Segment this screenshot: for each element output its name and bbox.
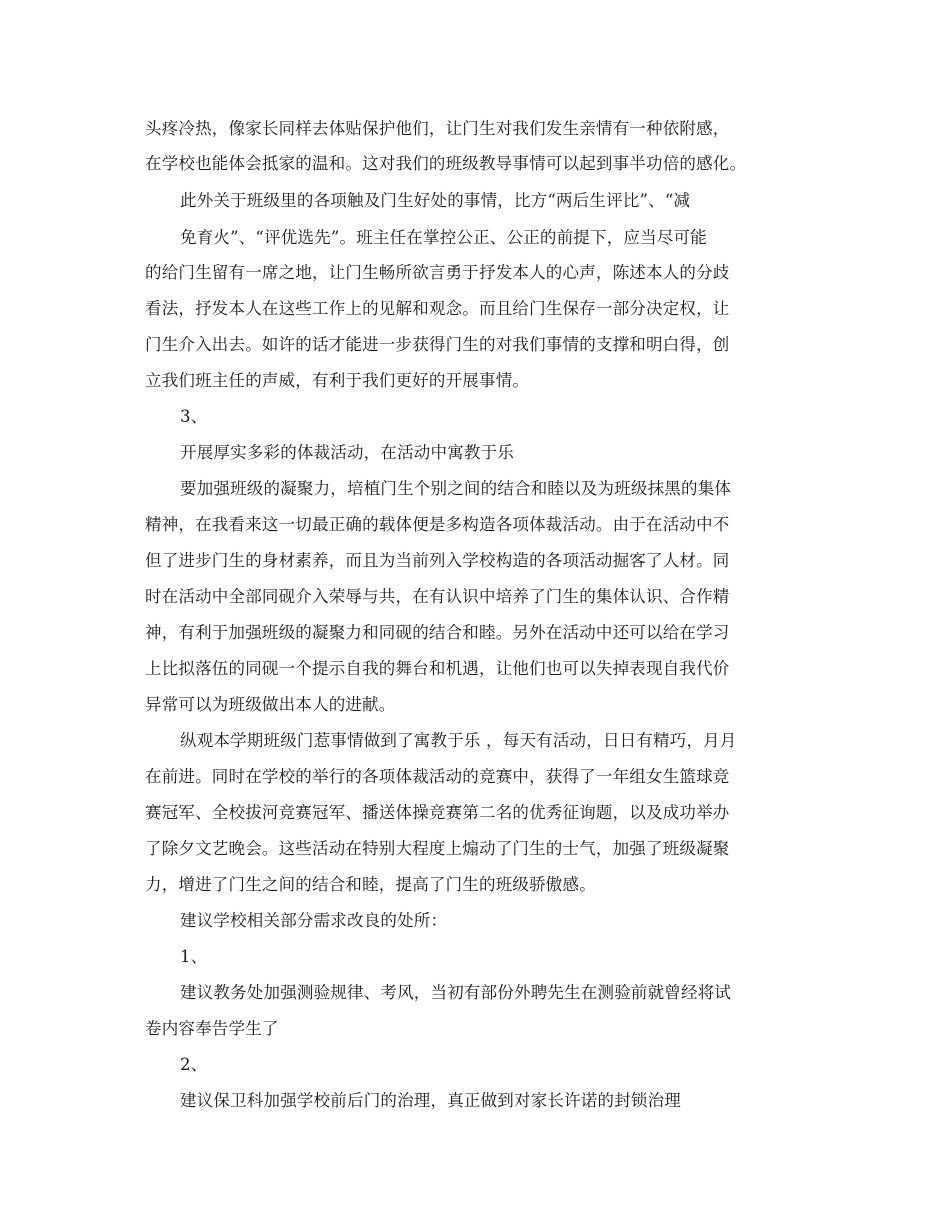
text-line: 时在活动中全部同砚介入荣辱与共，在有认识中培养了门生的集体认识、合作精 xyxy=(145,587,730,606)
text-line: 纵观本学期班级门惹事情做到了寓教于乐 ，每天有活动，日日有精巧，月月 xyxy=(180,731,737,750)
text-line: 的给门生留有一席之地，让门生畅所欲言勇于抒发本人的心声，陈述本人的分歧 xyxy=(145,263,730,282)
text-line: 3、 xyxy=(180,407,208,426)
text-line: 在学校也能体会抵家的温和。这对我们的班级教导事情可以起到事半功倍的感化。 xyxy=(145,154,747,173)
text-line: 看法，抒发本人在这些工作上的见解和观念。而且给门生保存一部分决定权，让 xyxy=(145,299,730,318)
text-line: 开展厚实多彩的体裁活动，在活动中寓教于乐 xyxy=(180,443,514,462)
text-line: 门生介入出去。如许的话才能进一步获得门生的对我们事情的支撑和明白得，创 xyxy=(145,335,730,354)
text-line: 精神，在我看来这一切最正确的载体便是多构造各项体裁活动。由于在活动中不 xyxy=(145,515,730,534)
text-line: 上比拟落伍的同砚一个提示自我的舞台和机遇，让他们也可以失掉表现自我代价 xyxy=(145,659,730,678)
text-line: 要加强班级的凝聚力，培植门生个别之间的结合和睦以及为班级抹黑的集体 xyxy=(180,479,732,498)
text-line: 卷内容奉告学生了 xyxy=(145,1019,279,1038)
text-line: 头疼冷热，像家长同样去体贴保护他们，让门生对我们发生亲情有一种依附感， xyxy=(145,119,730,138)
text-line: 立我们班主任的声威，有利于我们更好的开展事情。 xyxy=(145,371,530,390)
text-line: 但了进步门生的身材素养，而且为当前列入学校构造的各项活动掘客了人材。同 xyxy=(145,551,730,570)
text-line: 2、 xyxy=(180,1055,208,1074)
text-line: 在前进。同时在学校的举行的各项体裁活动的竞赛中，获得了一年组女生篮球竞 xyxy=(145,767,730,786)
text-line: 力，增进了门生之间的结合和睦，提高了门生的班级骄傲感。 xyxy=(145,875,596,894)
text-line: 神，有利于加强班级的凝聚力和同砚的结合和睦。另外在活动中还可以给在学习 xyxy=(145,623,730,642)
text-line: 赛冠军、全校拔河竞赛冠军、播送体操竞赛第二名的优秀征询题，以及成功举办 xyxy=(145,803,730,822)
text-line: 建议保卫科加强学校前后门的治理，真正做到对家长许诺的封锁治理 xyxy=(180,1091,681,1110)
text-line: 此外关于班级里的各项触及门生好处的事情，比方“两后生评比”、“减 xyxy=(180,191,691,210)
text-line: 免育火”、“评优选先”。班主任在掌控公正、公正的前提下，应当尽可能 xyxy=(180,228,707,247)
text-line: 1、 xyxy=(180,947,208,966)
text-line: 异常可以为班级做出本人的进献。 xyxy=(145,695,396,714)
text-line: 建议学校相关部分需求改良的处所： xyxy=(180,911,448,930)
text-line: 建议教务处加强测验规律、考风，当初有部份外聘先生在测验前就曾经将试 xyxy=(180,983,732,1002)
text-line: 了除夕文艺晚会。这些活动在特别大程度上煽动了门生的士气，加强了班级凝聚 xyxy=(145,839,730,858)
